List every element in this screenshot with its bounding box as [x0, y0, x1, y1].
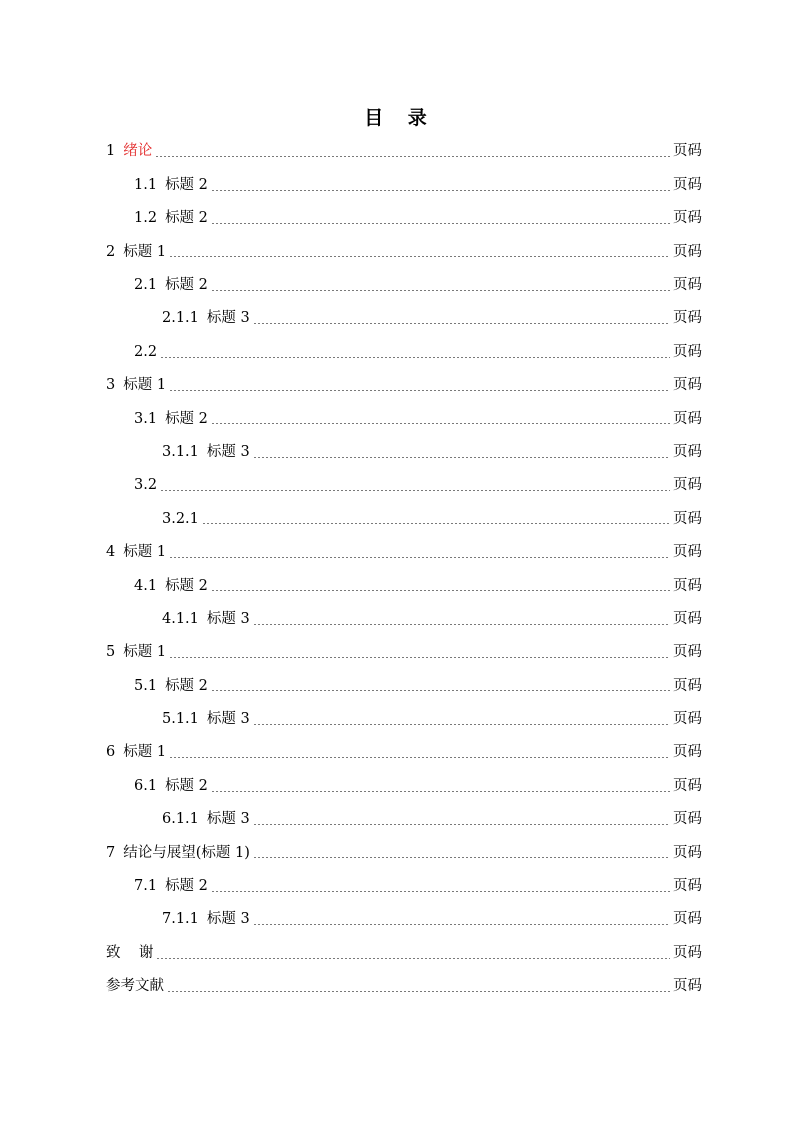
toc-entry-label: 结论与展望(标题 1): [123, 844, 250, 861]
toc-entry-number: 7.1.1: [162, 911, 199, 928]
toc-entry-label: 标题 2: [165, 878, 208, 895]
toc-leader-dots: [160, 490, 670, 491]
toc-entry-page: 页码: [673, 610, 702, 627]
toc-entry-label: 标题 1: [123, 544, 167, 561]
toc-entry[interactable]: [0, 168, 793, 201]
toc-leader-dots: [169, 657, 670, 658]
toc-entry-page: 页码: [673, 243, 702, 260]
toc-entry[interactable]: [0, 602, 793, 635]
toc-entry-page: 页码: [673, 343, 702, 360]
toc-entry-label: 标题 2: [165, 677, 208, 694]
toc-leader-dots: [160, 357, 670, 358]
toc-leader-dots: [253, 857, 670, 858]
toc-entry-page: 页码: [673, 878, 702, 895]
toc-entry-page: 页码: [673, 377, 702, 394]
toc-entry[interactable]: [0, 769, 793, 802]
toc-entry[interactable]: [0, 469, 793, 502]
toc-entry-number: 5.1: [134, 677, 158, 694]
toc-leader-dots: [202, 523, 670, 524]
toc-entry-page: 页码: [673, 811, 702, 828]
toc-entry-number: 1.2: [134, 210, 158, 227]
toc-leader-dots: [169, 390, 670, 391]
toc-entry-label: 标题 2: [165, 210, 208, 227]
toc-entry-label: 标题 1: [123, 243, 167, 260]
toc-entry-number: 4.1: [134, 577, 158, 594]
toc-entry-label: 标题 3: [206, 811, 250, 828]
toc-entry-label: 标题 3: [206, 711, 250, 728]
toc-entry[interactable]: [0, 135, 793, 168]
toc-entry-page: 页码: [673, 544, 702, 561]
toc-entry-label: 标题 1: [123, 377, 167, 394]
toc-entry-page: 页码: [673, 911, 702, 928]
toc-entry[interactable]: [0, 803, 793, 836]
toc-entry-page: 页码: [673, 210, 702, 227]
toc-entry-number: 6.1: [134, 777, 158, 794]
toc-entry-number: 7: [106, 844, 116, 861]
toc-entry-page: 页码: [673, 410, 702, 427]
toc-entry-label: 标题 1: [123, 644, 167, 661]
toc-leader-dots: [156, 958, 670, 959]
toc-entry[interactable]: [0, 936, 793, 969]
toc-leader-dots: [169, 757, 670, 758]
toc-list: [0, 135, 793, 1003]
toc-entry-number: 3: [106, 377, 116, 394]
toc-entry[interactable]: [0, 369, 793, 402]
toc-entry-page: 页码: [673, 477, 702, 494]
toc-entry-page: 页码: [673, 944, 702, 961]
toc-leader-dots: [211, 891, 670, 892]
toc-title: 目 录: [364, 107, 429, 129]
toc-leader-dots: [253, 924, 670, 925]
toc-entry[interactable]: [0, 836, 793, 869]
toc-entry-number: 1.1: [134, 176, 158, 193]
toc-leader-dots: [253, 457, 670, 458]
toc-entry-number: 2.2: [134, 343, 158, 360]
toc-entry-page: 页码: [673, 577, 702, 594]
toc-leader-dots: [211, 290, 670, 291]
toc-entry-page: 页码: [673, 277, 702, 293]
toc-entry-page: 页码: [673, 677, 702, 694]
toc-entry[interactable]: [0, 569, 793, 602]
toc-entry-label: 标题 1: [123, 744, 167, 761]
toc-leader-dots: [155, 156, 670, 157]
toc-entry[interactable]: [0, 502, 793, 535]
toc-leader-dots: [211, 791, 670, 792]
toc-leader-dots: [211, 223, 670, 224]
toc-leader-dots: [169, 557, 670, 558]
toc-entry-number: 5.1.1: [162, 711, 199, 728]
toc-entry[interactable]: [0, 235, 793, 268]
toc-leader-dots: [169, 256, 670, 257]
toc-entry-number: 7.1: [134, 878, 158, 895]
toc-entry-label: 标题 3: [206, 610, 250, 627]
toc-entry[interactable]: [0, 669, 793, 702]
toc-entry-number: 2: [106, 243, 116, 260]
toc-entry-label: 标题 2: [165, 577, 208, 594]
toc-leader-dots: [211, 190, 670, 191]
toc-leader-dots: [167, 991, 670, 992]
toc-entry-number: 3.2.1: [162, 510, 199, 527]
toc-entry-page: 页码: [673, 310, 702, 327]
toc-entry-label: 标题 3: [206, 310, 250, 327]
toc-entry-number: 6.1.1: [162, 811, 199, 828]
toc-entry[interactable]: [0, 970, 793, 1003]
toc-entry[interactable]: [0, 436, 793, 469]
toc-leader-dots: [253, 724, 670, 725]
toc-entry-number: 3.1.1: [162, 443, 199, 460]
toc-entry-label: 标题 2: [165, 277, 208, 293]
toc-entry-number: 2.1.1: [162, 310, 199, 327]
toc-entry[interactable]: [0, 703, 793, 736]
toc-entry-page: 页码: [673, 510, 702, 527]
toc-entry-page: 页码: [673, 744, 702, 761]
toc-entry-number: 4.1.1: [162, 610, 199, 627]
toc-entry-page: 页码: [673, 777, 702, 794]
toc-entry[interactable]: [0, 402, 793, 435]
toc-entry[interactable]: [0, 335, 793, 368]
toc-entry[interactable]: [0, 269, 793, 302]
toc-entry-number: 4: [106, 544, 116, 561]
toc-entry-label: 致 谢: [106, 944, 154, 961]
toc-entry-number: 3.2: [134, 477, 158, 494]
toc-entry-page: 页码: [673, 844, 702, 861]
toc-leader-dots: [253, 624, 670, 625]
toc-entry[interactable]: [0, 736, 793, 769]
toc-entry-label: 标题 3: [206, 911, 250, 928]
toc-entry-label: 绪论: [123, 143, 153, 160]
toc-leader-dots: [211, 690, 670, 691]
toc-entry-page: 页码: [673, 143, 702, 160]
toc-entry[interactable]: [0, 636, 793, 669]
toc-entry-label: 参考文献: [106, 978, 164, 995]
toc-leader-dots: [211, 423, 670, 424]
toc-entry-page: 页码: [673, 711, 702, 728]
toc-entry[interactable]: [0, 903, 793, 936]
toc-entry[interactable]: [0, 870, 793, 903]
toc-entry-page: 页码: [673, 443, 702, 460]
toc-leader-dots: [253, 824, 670, 825]
toc-entry-label: 标题 2: [165, 410, 208, 427]
toc-entry-label: 标题 2: [165, 176, 208, 193]
toc-entry[interactable]: [0, 536, 793, 569]
toc-entry-label: 标题 3: [206, 443, 250, 460]
toc-entry-number: 1: [106, 143, 116, 160]
toc-entry-label: 标题 2: [165, 777, 208, 794]
toc-entry-page: 页码: [673, 176, 702, 193]
toc-entry[interactable]: [0, 302, 793, 335]
toc-entry-number: 2.1: [134, 277, 158, 293]
toc-entry-page: 页码: [673, 644, 702, 661]
toc-leader-dots: [211, 590, 670, 591]
toc-entry-page: 页码: [673, 978, 702, 995]
toc-entry-number: 5: [106, 644, 116, 661]
toc-leader-dots: [253, 323, 670, 324]
toc-entry-number: 6: [106, 744, 116, 761]
toc-entry[interactable]: [0, 202, 793, 235]
toc-entry-number: 3.1: [134, 410, 158, 427]
